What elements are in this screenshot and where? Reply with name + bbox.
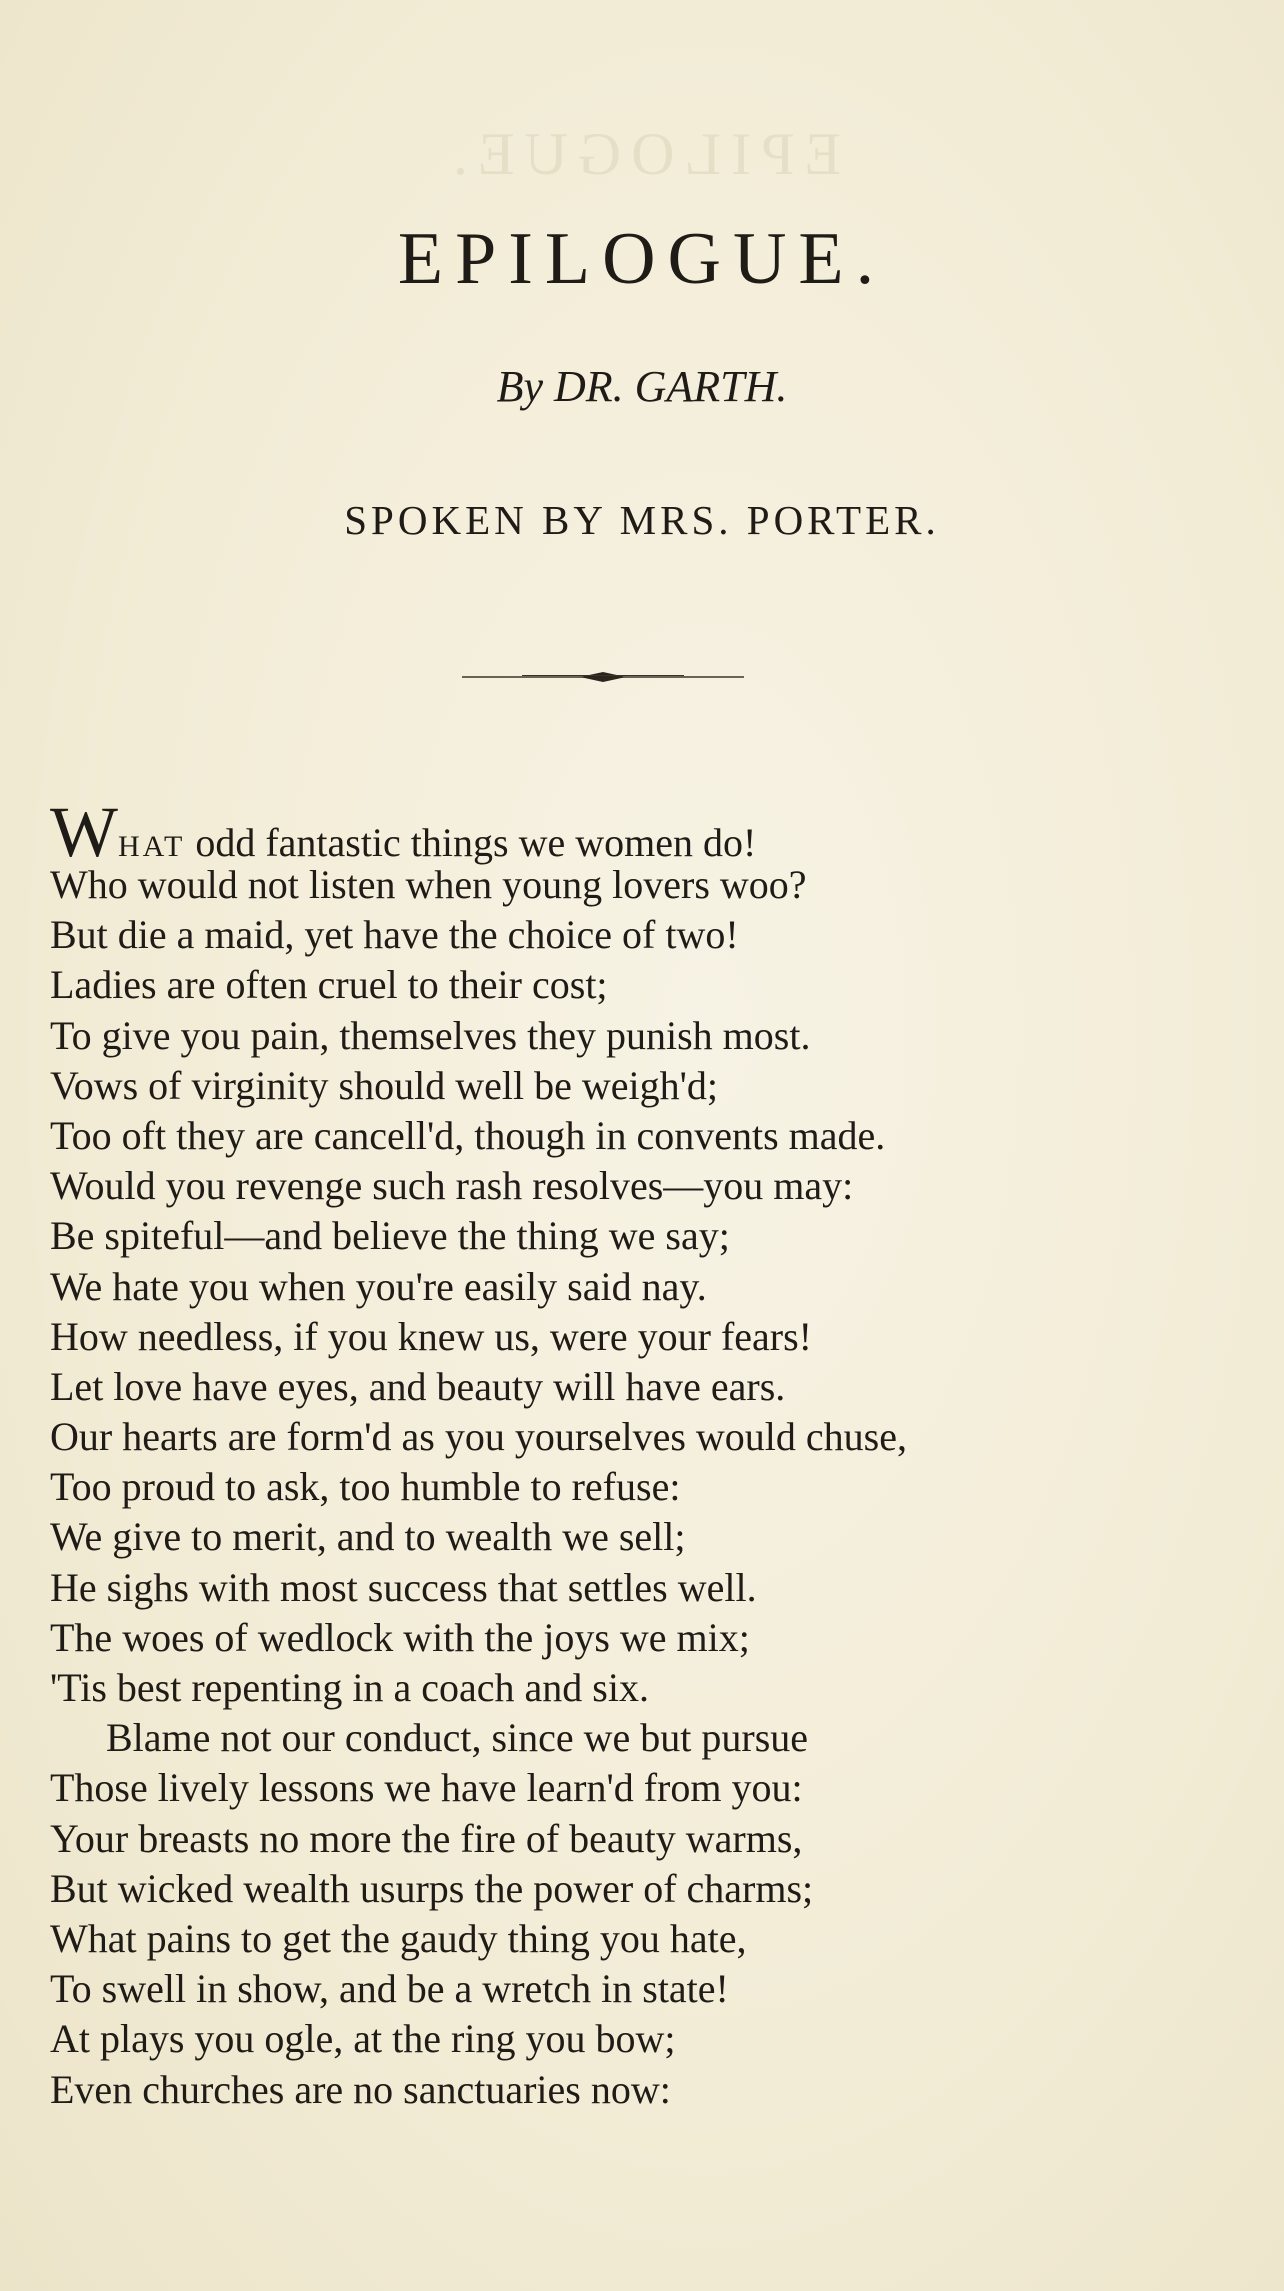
poem-line: At plays you ogle, at the ring you bow; (50, 2016, 676, 2062)
poem-line: We give to merit, and to wealth we sell; (50, 1514, 686, 1560)
poem-line: Your breasts no more the fire of beauty warms, (50, 1815, 803, 1861)
poem-line: Blame not our conduct, since we but pursue (106, 1715, 809, 1761)
poem-line: Too proud to ask, too humble to refuse: (50, 1464, 681, 1510)
bleed-through-text: EPILOGUE. (442, 121, 842, 187)
poem-line: To swell in show, and be a wretch in state! (50, 1966, 729, 2012)
poem-line: 'Tis best repenting in a coach and six. (50, 1665, 649, 1710)
poem-line: Too oft they are cancell'd, though in convents made. (50, 1112, 886, 1158)
poem-line: He sighs with most success that settles well. (50, 1564, 757, 1610)
poem (50, 792, 1250, 2115)
poem-line: We hate you when you're easily said nay. (50, 1263, 707, 1309)
poem-line: Would you revenge such rash resolves—you may: (50, 1163, 854, 1209)
poem-line: Even churches are no sanctuaries now: (50, 2066, 671, 2112)
divider-ornament (462, 670, 744, 684)
first-line-rest: odd fantastic things we women do! (185, 820, 757, 865)
poem-line: But die a maid, yet have the choice of two! (50, 912, 739, 958)
poem-line: What pains to get the gaudy thing you hate, (50, 1915, 747, 1961)
speaker-line: SPOKEN BY MRS. PORTER. (344, 497, 940, 543)
poem-line: Our hearts are form'd as you yourselves would chuse, (50, 1414, 907, 1460)
poem-line: Who would not listen when young lovers woo? (50, 862, 807, 907)
poem-line: Vows of virginity should well be weigh'd; (50, 1062, 718, 1108)
page-title: EPILOGUE. (397, 218, 887, 300)
poem-line: Let love have eyes, and beauty will have ears. (50, 1363, 786, 1409)
author-byline: By DR. GARTH. (496, 362, 788, 411)
poem-line: Ladies are often cruel to their cost; (50, 962, 608, 1008)
poem-line: Be spiteful—and believe the thing we say; (50, 1213, 730, 1259)
poem-line: To give you pain, themselves they punish most. (50, 1012, 811, 1058)
small-caps-word: HAT (117, 830, 186, 863)
poem-line: The woes of wedlock with the joys we mix; (50, 1614, 750, 1660)
poem-line-first (50, 792, 1250, 872)
poem-line: But wicked wealth usurps the power of charms; (50, 1865, 814, 1911)
poem-line: How needless, if you knew us, were your fears! (50, 1313, 812, 1359)
drop-cap: W (50, 792, 118, 872)
poem-line: Those lively lessons we have learn'd from you: (50, 1765, 803, 1811)
